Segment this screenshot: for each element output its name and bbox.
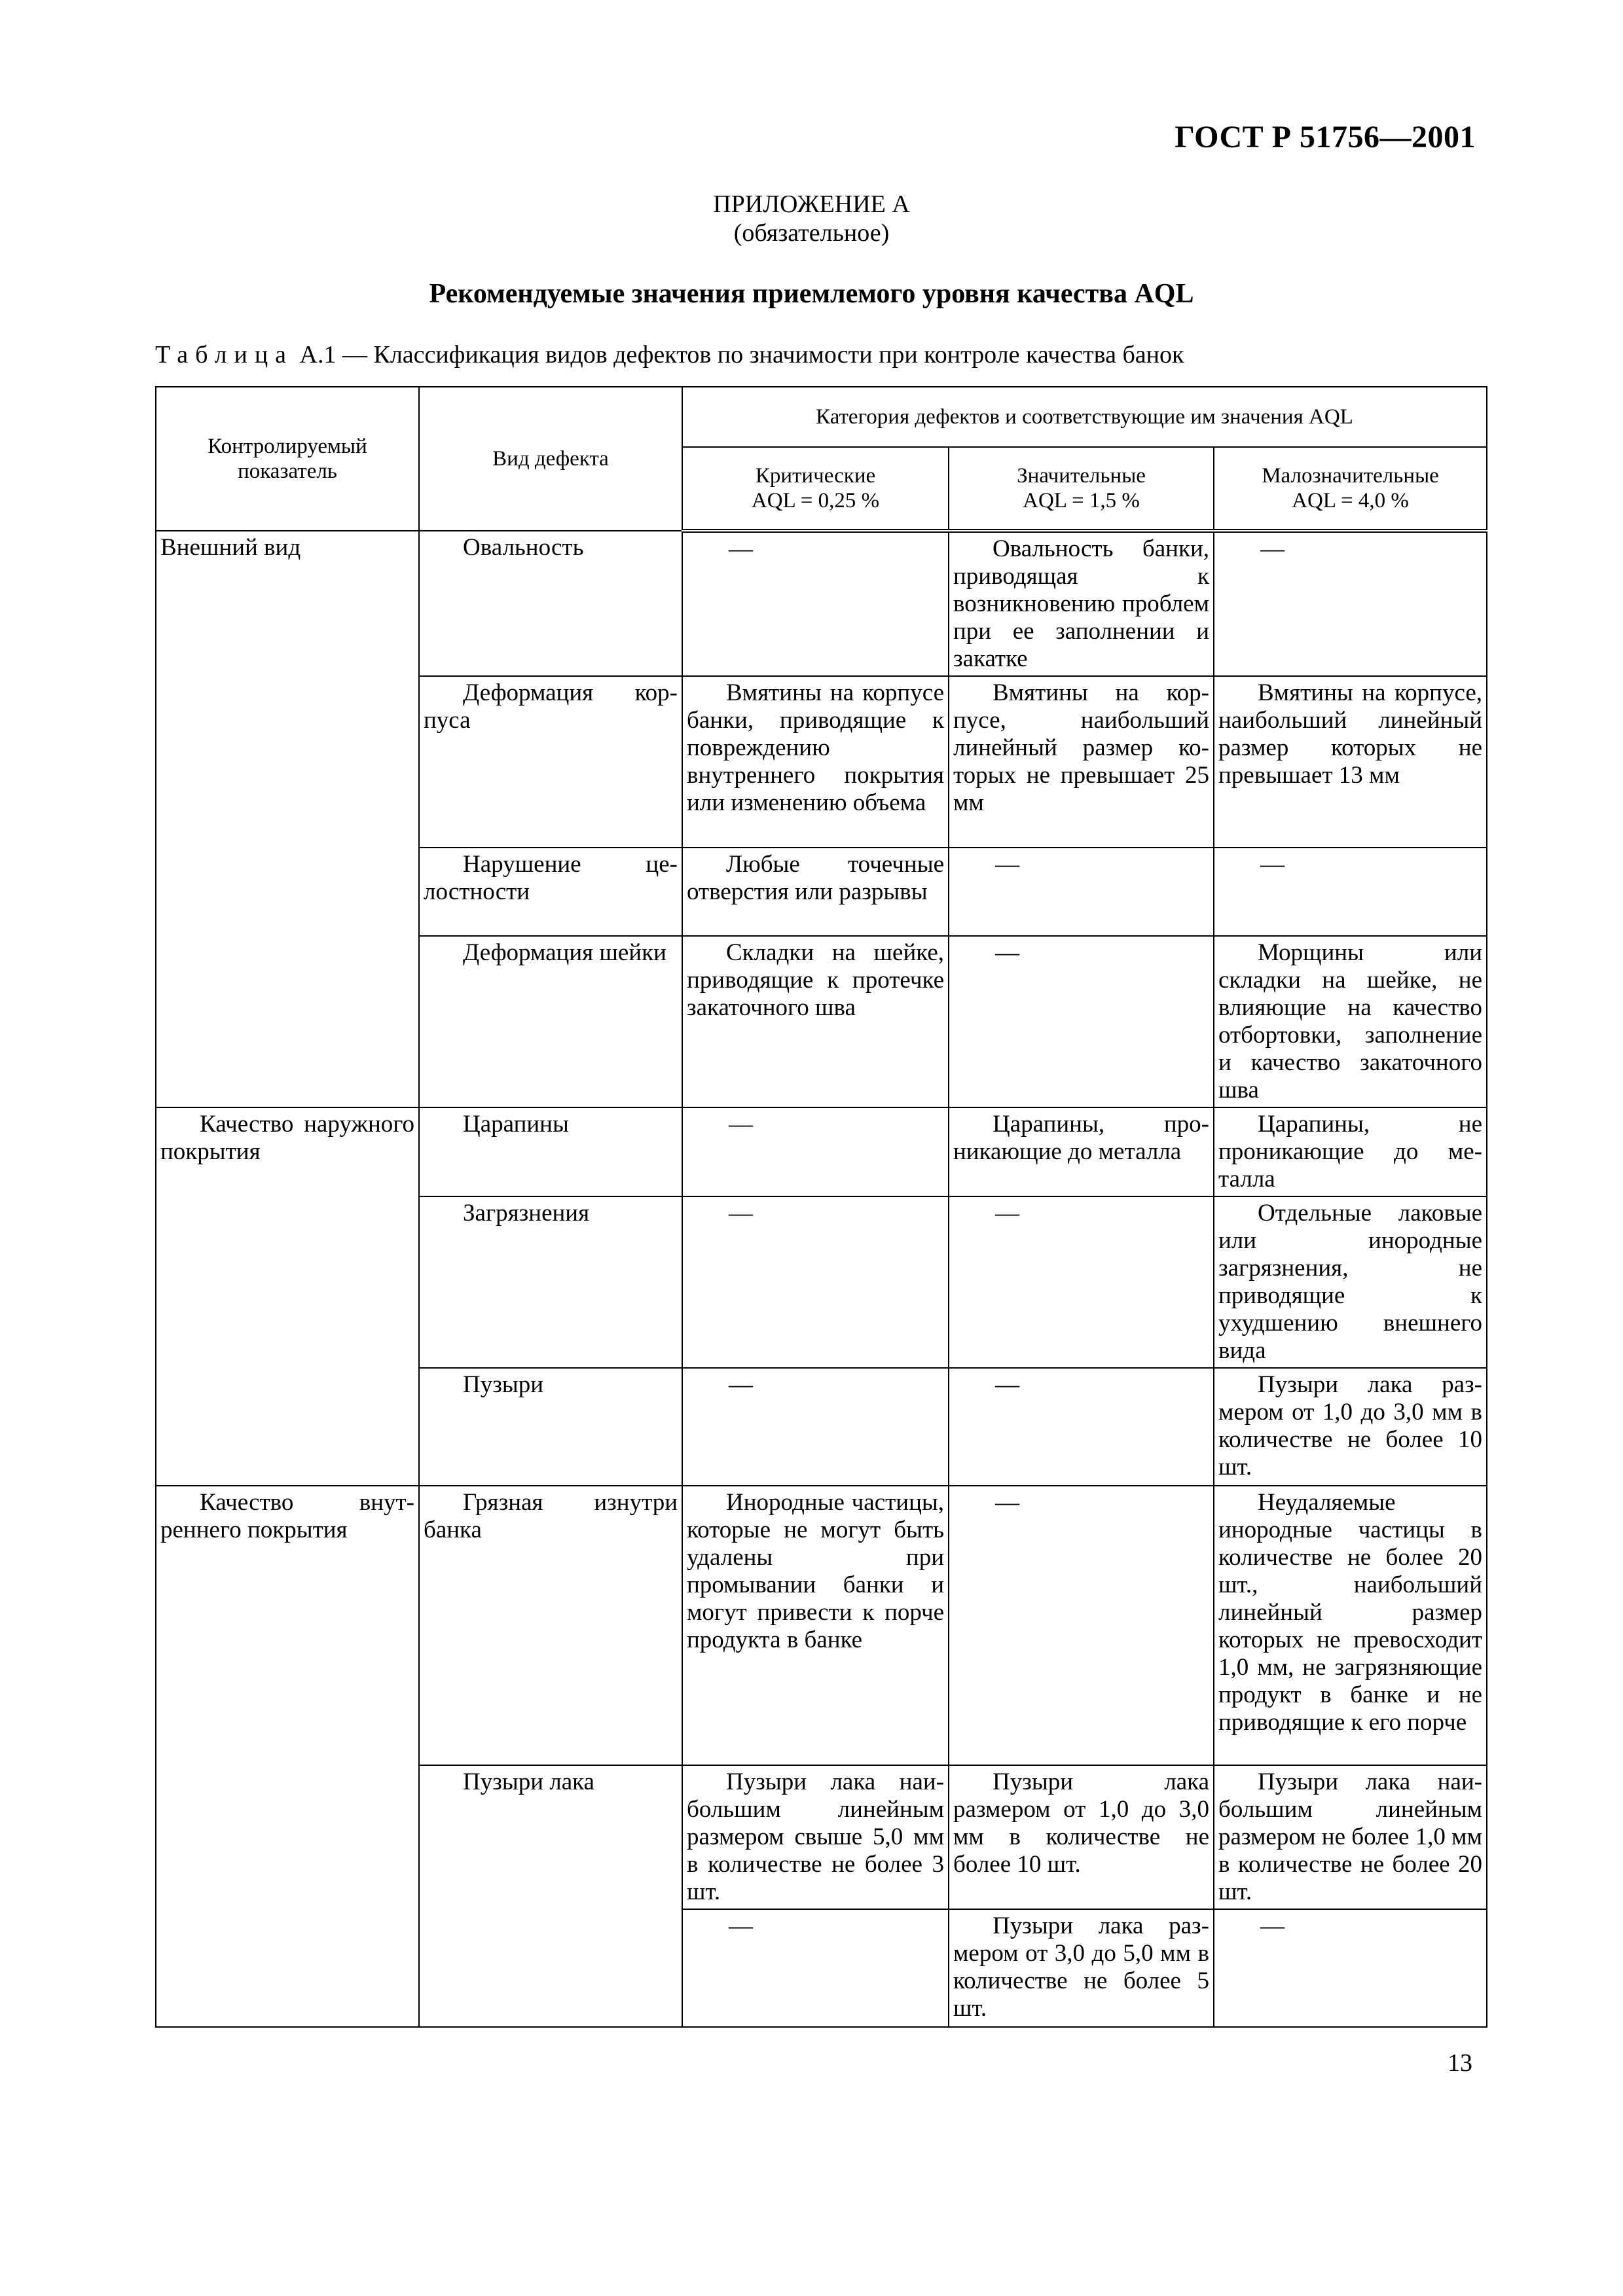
major-cell: — (949, 1368, 1214, 1486)
major-cell: Пузыри лака размером от 3,0 до 5,0 мм в количестве не более 5 шт. (949, 1909, 1214, 2027)
header-minor-aql: AQL = 4,0 % (1292, 489, 1409, 512)
section-heading: Рекомендуемые значения приемлемого уровня качества AQL (429, 279, 1194, 309)
minor-cell: — (1214, 531, 1487, 676)
table-row (156, 1107, 1487, 1196)
defect-cell: Деформация корпуса (419, 676, 682, 848)
table-row (156, 531, 1487, 676)
minor-cell: — (1214, 848, 1487, 936)
minor-cell: Пузыри лака размером от 1,0 до 3,0 мм в количестве не более 10 шт. (1214, 1368, 1487, 1486)
major-cell: Вмятины на корпусе, наибольший линейный размер которых не превышает 25 мм (949, 676, 1214, 848)
critical-cell: — (682, 1107, 949, 1196)
indicator-cell: Качество внутреннего покрытия (156, 1486, 419, 2027)
header-critical-aql: AQL = 0,25 % (751, 489, 880, 512)
table-caption-prefix: Таблица (155, 341, 294, 368)
indicator-cell: Качество наружного покрытия (156, 1107, 419, 1486)
critical-cell: Складки на шейке, приводящие к протечке закаточного шва (682, 936, 949, 1107)
document-code: ГОСТ Р 51756—2001 (1175, 120, 1476, 154)
major-cell: Овальность банки, приводящая к возникновению проблем при ее заполнении и закатке (949, 531, 1214, 676)
minor-cell: Отдельные лаковые или инородные загрязнения, не приводящие к ухудшению внешнего вида (1214, 1196, 1487, 1368)
major-cell: — (949, 936, 1214, 1107)
critical-cell: Пузыри лака наибольшим линейным размером свыше 5,0 мм в количестве не более 3 шт. (682, 1765, 949, 1909)
header-indicator: Контролируемый показатель (156, 387, 419, 531)
critical-cell: Инородные частицы, которые не могут быть удалены при промывании банки и могут привести к порче продукта в банке (682, 1486, 949, 1765)
critical-cell: — (682, 531, 949, 676)
minor-cell: Пузыри лака наибольшим линейным размером не более 1,0 мм в количестве не более 20 шт. (1214, 1765, 1487, 1909)
critical-cell: — (682, 1368, 949, 1486)
table-caption (155, 340, 1184, 369)
defect-cell: Загрязнения (419, 1196, 682, 1368)
minor-cell: Царапины, не проникающие до металла (1214, 1107, 1487, 1196)
defect-cell: Грязная изнутри банка (419, 1486, 682, 1765)
header-major (949, 447, 1214, 531)
header-critical-label: Критические (755, 464, 876, 488)
header-critical (682, 447, 949, 531)
indicator-cell: Внешний вид (156, 531, 419, 1107)
header-defect: Вид дефекта (419, 387, 682, 531)
header-minor (1214, 447, 1487, 531)
defect-cell: Деформация шейки (419, 936, 682, 1107)
minor-cell: Неудаляемые инородные частицы в количестве не более 20 шт., наибольший линейный размер которых не превосходит 1,0 мм, не загрязняющие продукт в банке и не приводящие к его порче (1214, 1486, 1487, 1765)
defect-cell: Овальность (419, 531, 682, 676)
table-row (156, 1486, 1487, 1765)
critical-cell: — (682, 1196, 949, 1368)
critical-cell: Любые точечные отверстия или разрывы (682, 848, 949, 936)
appendix-block (0, 190, 1623, 247)
critical-cell: — (682, 1909, 949, 2027)
defect-cell: Нарушение целостности (419, 848, 682, 936)
major-cell: Пузыри лака размером от 1,0 до 3,0 мм в количестве не более 10 шт. (949, 1765, 1214, 1909)
minor-cell: Морщины или складки на шейке, не влияющие на качество отбортовки, заполнение и качество закаточного шва (1214, 936, 1487, 1107)
minor-cell: — (1214, 1909, 1487, 2027)
appendix-status: (обязательное) (733, 219, 890, 247)
defect-cell: Пузыри (419, 1368, 682, 1486)
appendix-title: ПРИЛОЖЕНИЕ А (713, 190, 910, 218)
major-cell: — (949, 1196, 1214, 1368)
major-cell: Царапины, проникающие до металла (949, 1107, 1214, 1196)
header-minor-label: Малозначительные (1262, 464, 1439, 488)
header-category-group: Категория дефектов и соответствующие им значения AQL (682, 387, 1487, 447)
major-cell: — (949, 1486, 1214, 1765)
critical-cell: Вмятины на корпусе банки, приводящие к повреждению внутреннего покрытия или изменению объема (682, 676, 949, 848)
defect-classification-table (155, 386, 1487, 2028)
table-caption-text: А.1 — Классификация видов дефектов по значимости при контроле качества банок (293, 341, 1184, 368)
major-cell: — (949, 848, 1214, 936)
defect-cell: Пузыри лака (419, 1765, 682, 2027)
page-number: 13 (1448, 2049, 1472, 2077)
defect-cell: Царапины (419, 1107, 682, 1196)
header-major-label: Значительные (1017, 464, 1146, 488)
minor-cell: Вмятины на корпусе, наибольший линейный размер которых не превышает 13 мм (1214, 676, 1487, 848)
header-major-aql: AQL = 1,5 % (1023, 489, 1140, 512)
